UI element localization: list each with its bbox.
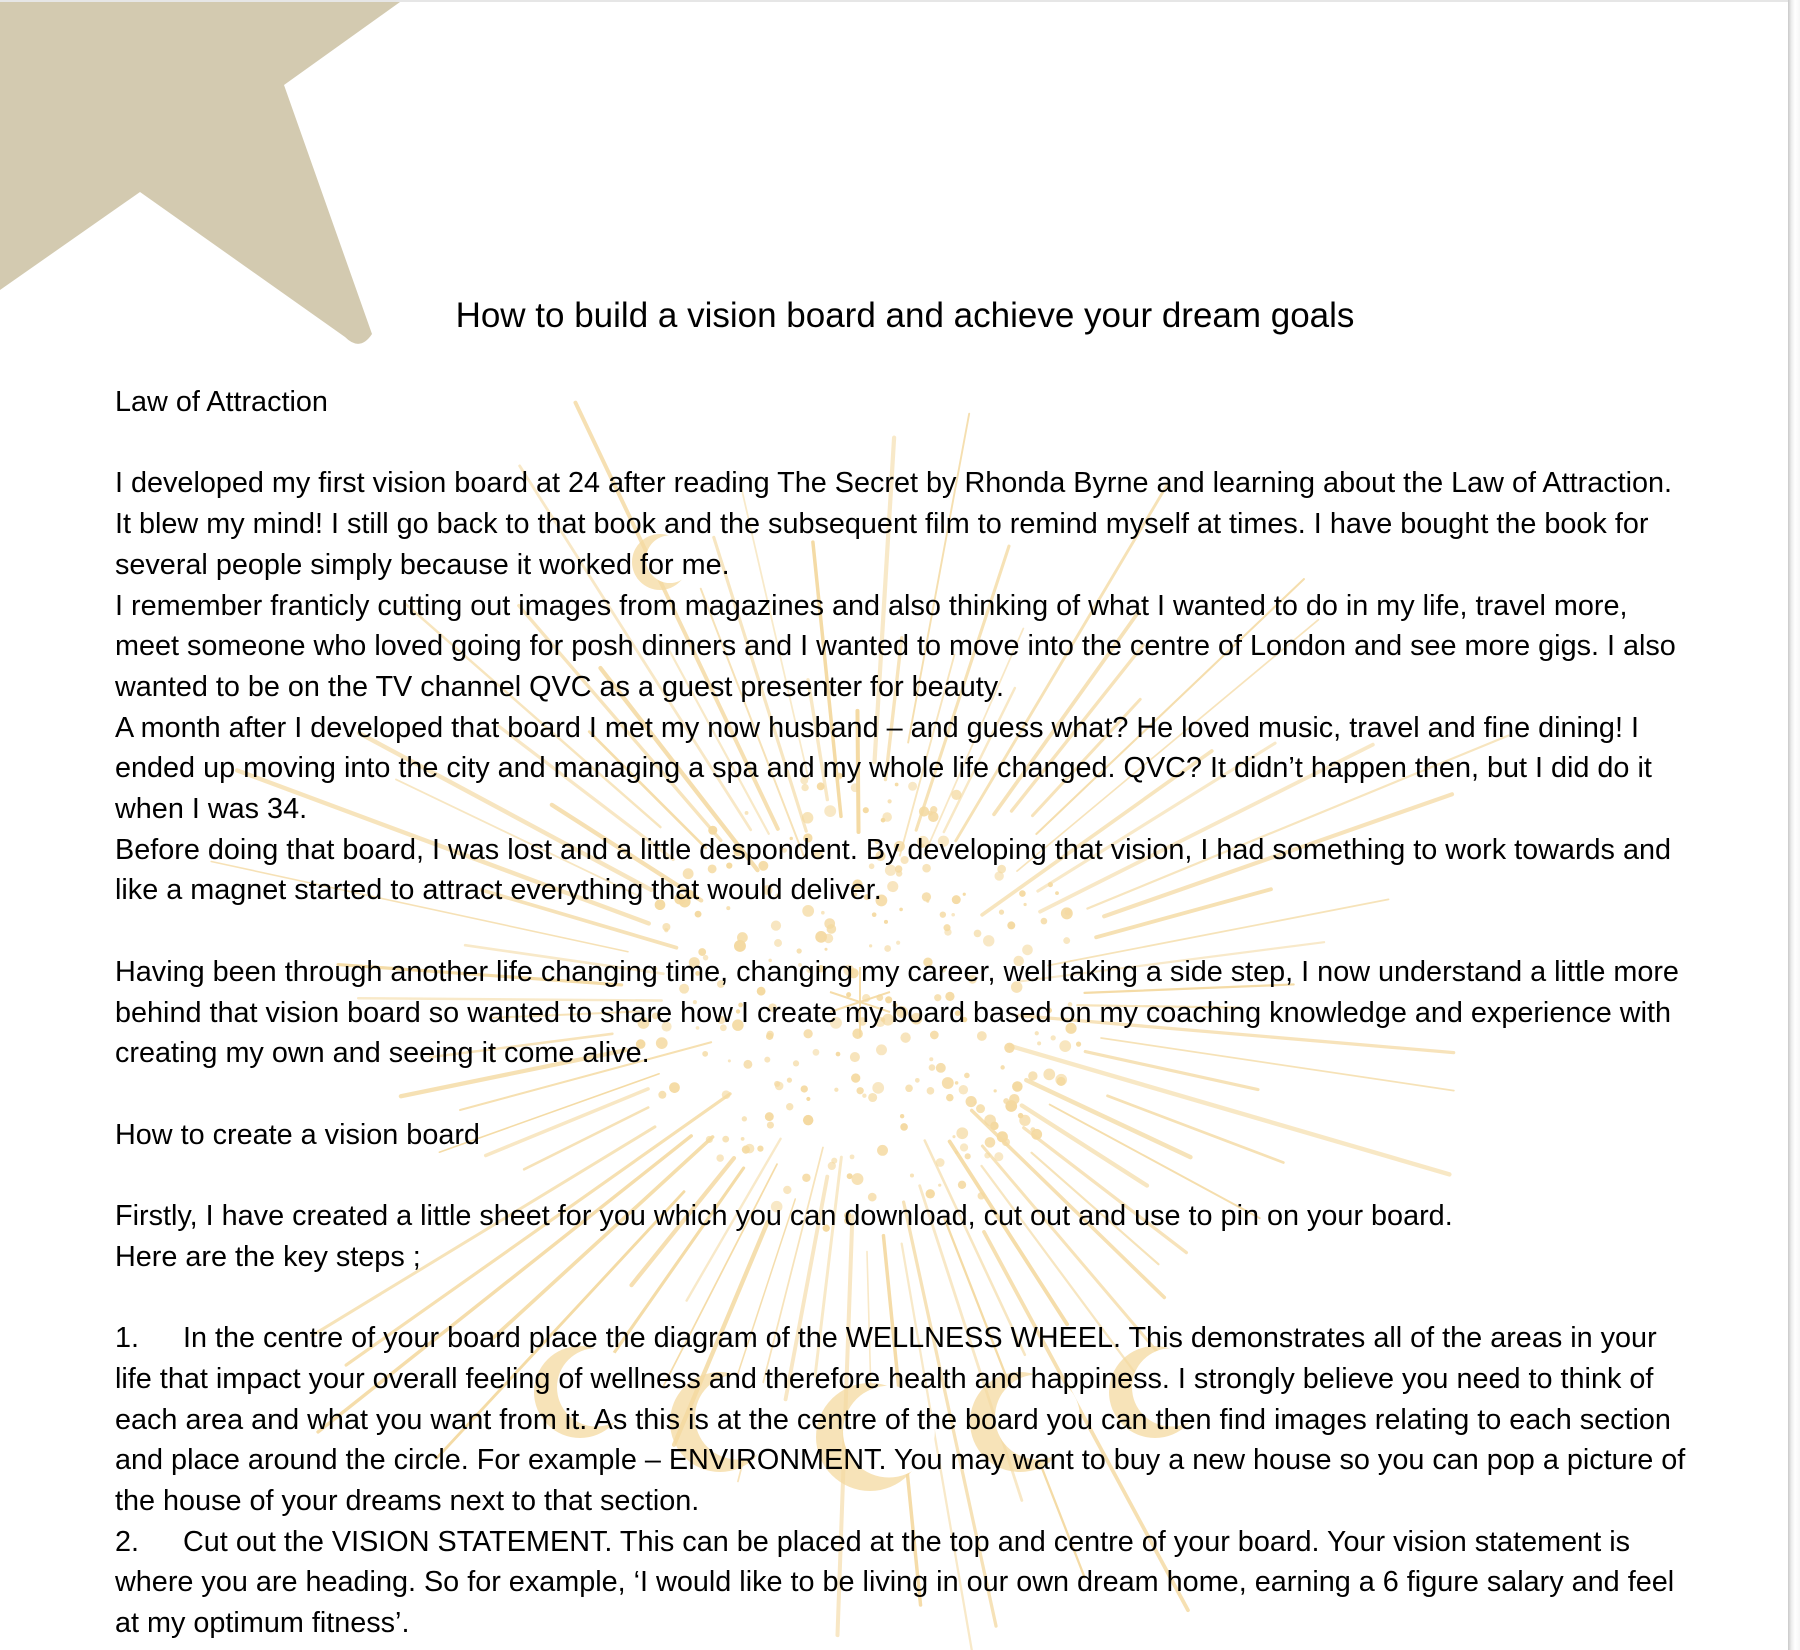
paragraph: Having been through another life changing time, changing my career, well taking a side step, I now understand a little more behind that vision board so wanted to share how I create my board based on my coaching knowledge and experience with creating my own and seeing it come alive.: [115, 955, 1679, 1070]
paragraph: I developed my first vision board at 24 after reading The Secret by Rhonda Byrne and learning about the Law of Attraction. It blew my mind! I still go back to that book and the subsequent film to remind myself at times. I have bought the book for several people simply because it worked for me.: [115, 467, 1673, 581]
list-item-text: Cut out the VISION STATEMENT. This can be placed at the top and centre of your board. Your vision statement is where you are heading. So for example, ‘I would like to be living in our own dream home, earning a 6 figure salary and feel at my optimum fitness’.: [115, 1525, 1675, 1640]
paragraph: Firstly, I have created a little sheet for you which you can download, cut out and use to pin on your board.: [115, 1200, 1453, 1232]
list-item-number: 1.: [115, 1322, 140, 1355]
list-item: [115, 1522, 1695, 1644]
document-body: [115, 382, 1695, 1644]
section-heading-how-to-create: How to create a vision board: [115, 1118, 480, 1151]
paragraph: Before doing that board, I was lost and a little despondent. By developing that vision, I had something to work towards and like a magnet started to attract everything that would deliver.: [115, 833, 1671, 907]
page-edge-shadow: [1788, 0, 1800, 1650]
list-item: [115, 1318, 1695, 1522]
paragraph: I remember franticly cutting out images from magazines and also thinking of what I wanted to do in my life, travel more, meet someone who loved going for posh dinners and I wanted to move into the centre of London and see more gigs. I also wanted to be on the TV channel QVC as a guest presenter for beauty.: [115, 589, 1676, 703]
paragraph: A month after I developed that board I met my now husband – and guess what? He loved music, travel and fine dining! I ended up moving into the city and managing a spa and my whole life changed. QVC? It didn’t happen then, but I did do it when I was 34.: [115, 711, 1652, 826]
section-heading-law-of-attraction: Law of Attraction: [115, 386, 328, 418]
document-title: How to build a vision board and achieve your dream goals: [455, 296, 1355, 335]
list-item-number: 2.: [115, 1525, 140, 1558]
list-item-text: In the centre of your board place the diagram of the WELLNESS WHEEL. This demonstrates all of the areas in your life that impact your overall feeling of wellness and therefore health and happiness. I strongly believe you need to think of each area and what you want from it. As this is at the centre of the board you can then find images relating to each section and place around the circle. For example – ENVIRONMENT. You may want to buy a new house so you can pop a picture of the house of your dreams next to that section.: [115, 1322, 1686, 1517]
paragraph: Here are the key steps ;: [115, 1240, 421, 1273]
